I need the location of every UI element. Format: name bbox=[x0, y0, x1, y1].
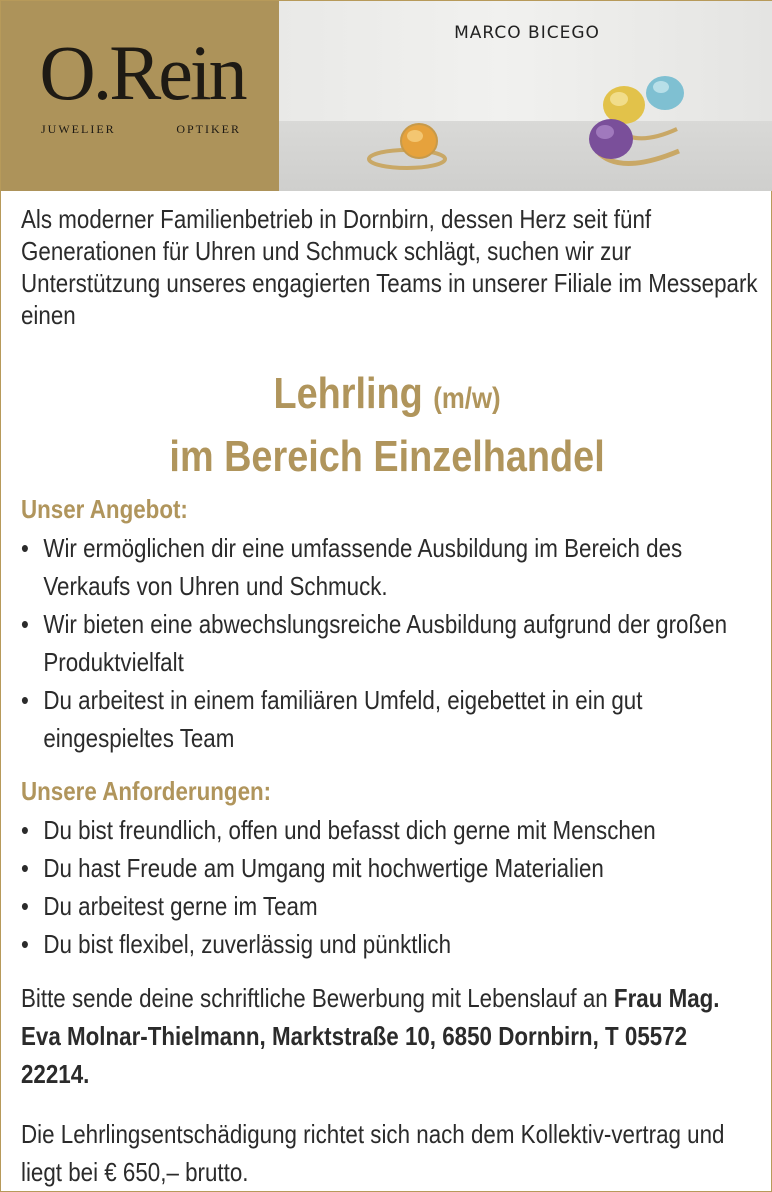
job-title-line-1 bbox=[273, 365, 500, 428]
offer-item: • Du arbeitest in einem familiären Umfeld, eigebettet in ein gut eingespieltes Team bbox=[21, 681, 761, 757]
requirement-item: • Du arbeitest gerne im Team bbox=[21, 887, 761, 925]
requirement-item: • Du hast Freude am Umgang mit hochwertige Materialien bbox=[21, 849, 761, 887]
application-contact: Frau Mag. Eva Molnar-Thielmann, Marktstraße 10, 6850 Dornbirn, T 05572 22214. bbox=[21, 983, 720, 1089]
requirement-item: • Du bist freundlich, offen und befasst dich gerne mit Menschen bbox=[21, 811, 761, 849]
job-title-line-2: im Bereich Einzelhandel bbox=[169, 432, 605, 481]
jewelry-photo bbox=[279, 1, 772, 191]
application-text: Bitte sende deine schriftliche Bewerbung mit Lebenslauf an bbox=[21, 983, 608, 1013]
logo-label-optician: OPTIKER bbox=[176, 122, 241, 136]
brand-name: MARCO BICEGO bbox=[454, 23, 600, 43]
company-logo bbox=[1, 1, 279, 191]
application-paragraph bbox=[21, 979, 761, 1093]
job-title bbox=[1, 365, 772, 486]
requirements-list bbox=[21, 811, 761, 963]
job-title-role: Lehrling bbox=[273, 369, 423, 418]
logo-label-jeweler: JUWELIER bbox=[41, 122, 116, 136]
requirements-heading: Unsere Anforderungen: bbox=[21, 776, 272, 806]
intro-paragraph: Als moderner Familienbetrieb in Dornbirn, dessen Herz seit fünf Generationen für Uhren und Schmuck schlägt, suchen wir zur Unterstützung unseres engagierten Teams in unserer Filiale im Messepark einen bbox=[21, 204, 758, 330]
offer-item: • Wir ermöglichen dir eine umfassende Ausbildung im Bereich des Verkaufs von Uhren und Schmuck. bbox=[21, 529, 761, 605]
rings-illustration bbox=[279, 1, 772, 191]
ring-citrine-icon bbox=[369, 124, 445, 168]
ad-header bbox=[1, 1, 772, 191]
job-title-gender: (m/w) bbox=[433, 382, 501, 415]
offer-item: • Wir bieten eine abwechslungsreiche Ausbildung aufgrund der großen Produktvielfalt bbox=[21, 605, 761, 681]
logo-subtitle bbox=[41, 122, 241, 137]
logo-wordmark: O.Rein bbox=[39, 29, 245, 116]
offer-list bbox=[21, 529, 761, 757]
offer-heading: Unser Angebot: bbox=[21, 494, 188, 524]
requirement-item: • Du bist flexibel, zuverlässig und pünktlich bbox=[21, 925, 761, 963]
salary-note: Die Lehrlingsentschädigung richtet sich nach dem Kollektiv-vertrag und liegt bei € 650,– brutto. bbox=[21, 1119, 725, 1187]
ring-stack-icon bbox=[589, 76, 684, 164]
